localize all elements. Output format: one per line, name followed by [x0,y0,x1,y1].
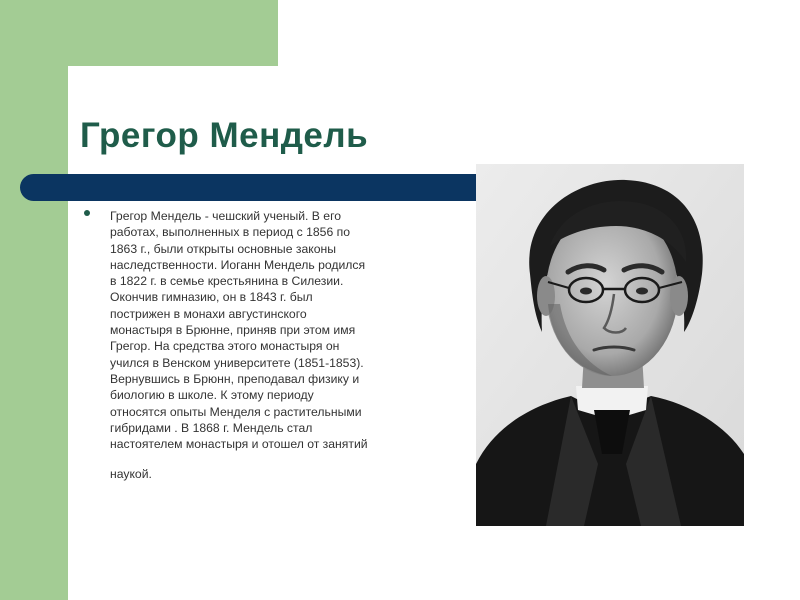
decor-green-top [0,0,278,66]
decor-green-side [0,0,68,600]
text-line: наследственности. Иоганн Мендель родился [110,257,366,272]
text-line: монастыря в Брюнне, приняв при этом имя [110,323,356,338]
portrait-photo [476,164,744,526]
text-line: Грегор. На средства этого монастыря он [110,339,340,354]
text-line: Вернувшись в Брюнн, преподавал физику и [110,371,360,386]
text-line: настоятелем монастыря и отошел от занятий [110,437,368,452]
text-line: в 1822 г. в семье крестьянина в Силезии. [110,274,344,289]
text-line: работах, выполненных в период с 1856 по [110,225,350,240]
text-line: Окончив гимназию, он в 1843 г. был [110,290,313,305]
slide-title: Грегор Мендель [80,116,369,155]
text-line: 1863 г., были открыты основные законы [110,241,336,256]
title-underline-bar [20,174,490,201]
text-line: наукой. [110,467,152,482]
text-line: пострижен в монахи августинского [110,306,307,321]
bio-paragraph [110,208,402,483]
text-line: Грегор Мендель - чешский ученый. В его [110,209,342,223]
text-line: гибридами . В 1868 г. Мендель стал [110,420,313,435]
text-line: учился в Венском университете (1851-1853). [110,355,364,370]
bullet-icon [84,210,90,216]
text-line: относятся опыты Менделя с растительными [110,404,362,419]
text-line: биологию в школе. К этому периоду [110,388,314,403]
